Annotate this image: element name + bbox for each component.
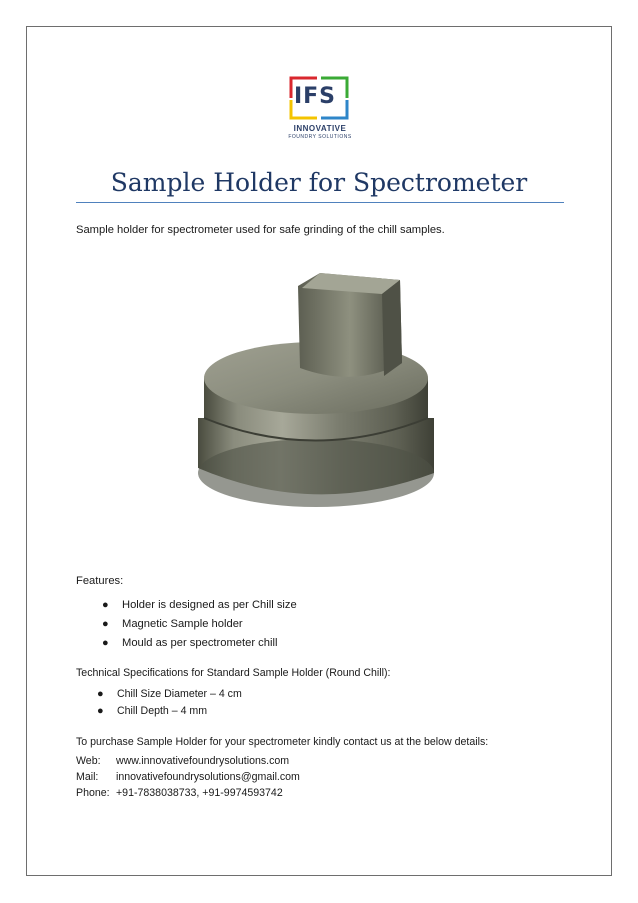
web-label: Web: <box>76 755 101 767</box>
features-heading: Features: <box>76 575 124 587</box>
logo-line-innovative: INNOVATIVE <box>293 124 347 133</box>
title-underline <box>76 202 564 203</box>
sample-holder-photo-icon <box>190 268 440 523</box>
features-list <box>102 596 297 653</box>
intro-text: Sample holder for spectrometer used for safe grinding of the chill samples. <box>76 224 445 236</box>
contact-heading: To purchase Sample Holder for your spectrometer kindly contact us at the below details: <box>76 736 489 748</box>
list-item: ● Chill Size Diameter – 4 cm <box>97 686 242 703</box>
bullet-icon: ● <box>102 618 109 630</box>
phone-numbers: +91-7838038733, +91-9974593742 <box>116 787 283 799</box>
page-title: Sample Holder for Spectrometer <box>110 168 528 197</box>
list-item: ● Holder is designed as per Chill size <box>102 596 297 615</box>
phone-label: Phone: <box>76 787 110 799</box>
bullet-icon: ● <box>102 637 109 649</box>
list-item: ● Chill Depth – 4 mm <box>97 703 242 720</box>
bullet-icon: ● <box>97 705 104 717</box>
contact-web <box>76 754 289 768</box>
tech-specs-heading: Technical Specifications for Standard Sample Holder (Round Chill): <box>76 667 391 679</box>
contact-mail <box>76 770 300 784</box>
list-item: ● Mould as per spectrometer chill <box>102 634 297 653</box>
web-link[interactable]: www.innovativefoundrysolutions.com <box>116 755 290 767</box>
company-logo <box>285 76 355 148</box>
contact-phone <box>76 786 283 800</box>
bullet-icon: ● <box>97 688 104 700</box>
mail-label: Mail: <box>76 771 99 783</box>
bullet-icon: ● <box>102 599 109 611</box>
logo-line-foundry: FOUNDRY SOLUTIONS <box>288 134 352 140</box>
logo-mark: IFS <box>293 84 337 109</box>
tech-specs-list <box>97 686 242 720</box>
list-item: ● Magnetic Sample holder <box>102 615 297 634</box>
mail-link[interactable]: innovativefoundrysolutions@gmail.com <box>116 771 300 783</box>
